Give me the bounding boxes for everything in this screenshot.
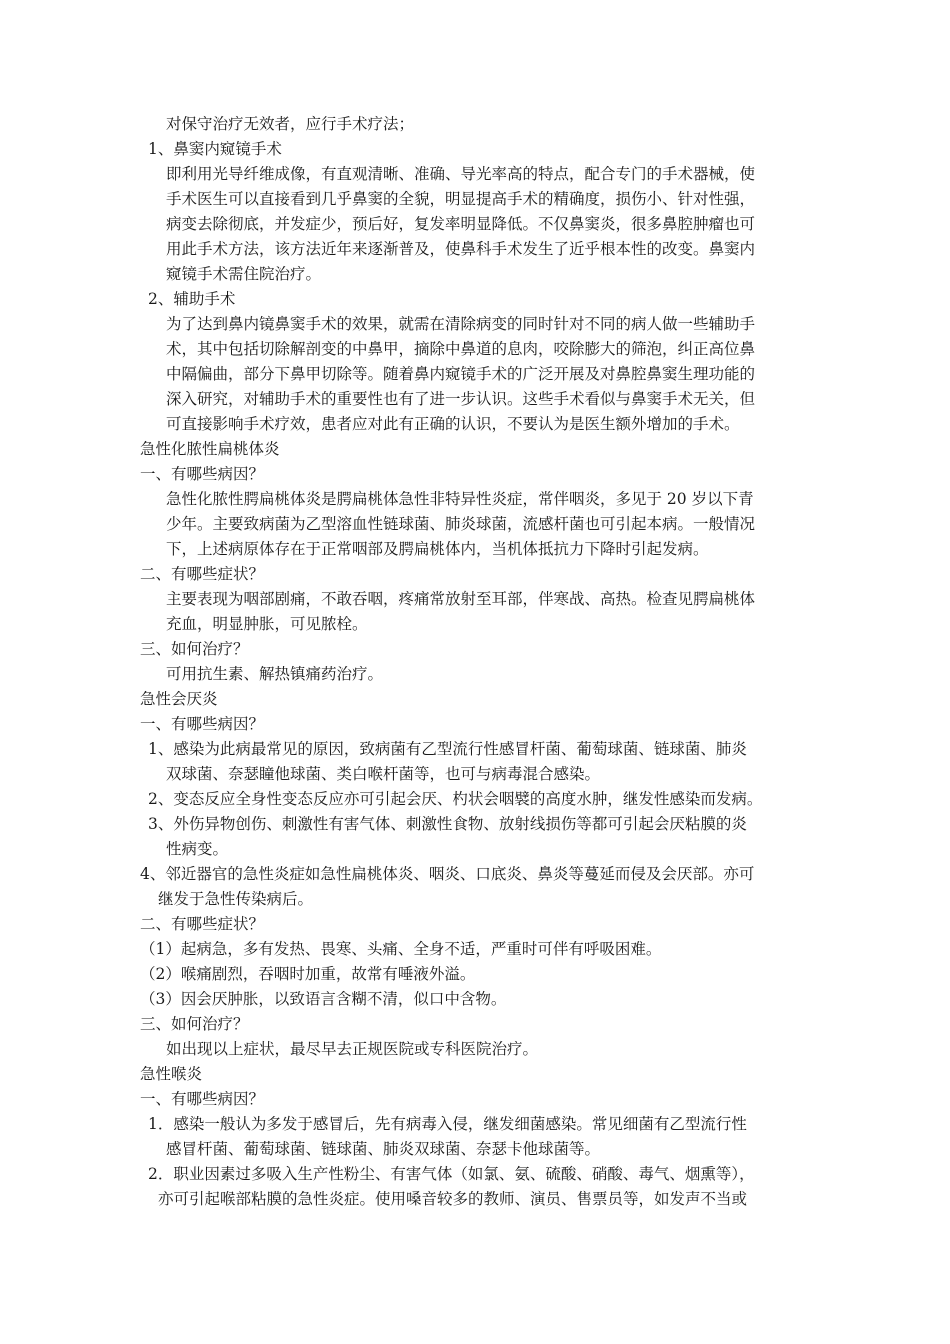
text-line: 2、变态反应全身性变态反应亦可引起会厌、杓状会咽襞的高度水肿，继发性感染而发病。 [148, 790, 763, 808]
text-line: 性病变。 [166, 840, 229, 858]
text-line: （3）因会厌肿胀，以致语言含糊不清，似口中含物。 [140, 990, 507, 1008]
text-line: 1、感染为此病最常见的原因，致病菌有乙型流行性感冒杆菌、葡萄球菌、链球菌、肺炎 [148, 740, 747, 758]
text-line: （1）起病急，多有发热、畏寒、头痛、全身不适，严重时可伴有呼吸困难。 [140, 940, 662, 958]
text-line: 窥镜手术需住院治疗。 [166, 265, 322, 283]
text-line: 亦可引起喉部粘膜的急性炎症。使用嗓音较多的教师、演员、售票员等，如发声不当或 [158, 1190, 748, 1208]
text-line: 主要表现为咽部剧痛，不敢吞咽，疼痛常放射至耳部，伴寒战、高热。检查见腭扁桃体 [166, 590, 756, 608]
text-line: 为了达到鼻内镜鼻窦手术的效果，就需在清除病变的同时针对不同的病人做一些辅助手 [166, 315, 756, 333]
text-line: 2．职业因素过多吸入生产性粉尘、有害气体（如氯、氨、硫酸、硝酸、毒气、烟熏等）， [148, 1165, 755, 1183]
text-line: 对保守治疗无效者，应行手术疗法； [166, 115, 415, 133]
text-line: 三、如何治疗？ [140, 640, 249, 658]
text-line: 少年。主要致病菌为乙型溶血性链球菌、肺炎球菌，流感杆菌也可引起本病。一般情况 [166, 515, 756, 533]
text-line: 如出现以上症状，最尽早去正规医院或专科医院治疗。 [166, 1040, 539, 1058]
text-line: 手术医生可以直接看到几乎鼻窦的全貌，明显提高手术的精确度，损伤小、针对性强， [166, 190, 756, 208]
text-line: 可用抗生素、解热镇痛药治疗。 [166, 665, 384, 683]
text-line: 1．感染一般认为多发于感冒后，先有病毒入侵，继发细菌感染。常见细菌有乙型流行性 [148, 1115, 747, 1133]
text-line: 感冒杆菌、葡萄球菌、链球菌、肺炎双球菌、奈瑟卡他球菌等。 [166, 1140, 601, 1158]
text-line: 急性化脓性扁桃体炎 [140, 440, 280, 458]
text-line: 中隔偏曲，部分下鼻甲切除等。随着鼻内窥镜手术的广泛开展及对鼻腔鼻窦生理功能的 [166, 365, 756, 383]
text-line: 二、有哪些症状？ [140, 565, 265, 583]
text-line: 4、邻近器官的急性炎症如急性扁桃体炎、咽炎、口底炎、鼻炎等蔓延而侵及会厌部。亦可 [140, 865, 755, 883]
text-line: 病变去除彻底，并发症少，预后好，复发率明显降低。不仅鼻窦炎，很多鼻腔肿瘤也可 [166, 215, 756, 233]
document-body [0, 112, 950, 1212]
text-line: 急性会厌炎 [140, 690, 218, 708]
text-line: 一、有哪些病因？ [140, 465, 265, 483]
text-line: 二、有哪些症状？ [140, 915, 265, 933]
text-line: 深入研究，对辅助手术的重要性也有了进一步认识。这些手术看似与鼻窦手术无关，但 [166, 390, 756, 408]
text-line: 用此手术方法，该方法近年来逐渐普及，使鼻科手术发生了近乎根本性的改变。鼻窦内 [166, 240, 756, 258]
text-line: 继发于急性传染病后。 [158, 890, 314, 908]
text-line: 一、有哪些病因？ [140, 1090, 265, 1108]
text-line: 3、外伤异物创伤、刺激性有害气体、刺激性食物、放射线损伤等都可引起会厌粘膜的炎 [148, 815, 747, 833]
text-line: 三、如何治疗？ [140, 1015, 249, 1033]
text-line: 充血，明显肿胀，可见脓栓。 [166, 615, 368, 633]
text-line: 急性化脓性腭扁桃体炎是腭扁桃体急性非特异性炎症，常伴咽炎，多见于 20 岁以下青 [166, 490, 754, 508]
text-line: 急性喉炎 [140, 1065, 203, 1083]
text-line: （2）喉痛剧烈，吞咽时加重，故常有唾液外溢。 [140, 965, 476, 983]
text-line: 双球菌、奈瑟瞳他球菌、类白喉杆菌等，也可与病毒混合感染。 [166, 765, 601, 783]
text-line: 即利用光导纤维成像，有直观清晰、准确、导光率高的特点，配合专门的手术器械，使 [166, 165, 756, 183]
text-line: 1、鼻窦内窥镜手术 [148, 140, 282, 158]
text-line: 下，上述病原体存在于正常咽部及腭扁桃体内，当机体抵抗力下降时引起发病。 [166, 540, 709, 558]
text-line: 一、有哪些病因？ [140, 715, 265, 733]
text-line: 术，其中包括切除解剖变的中鼻甲，摘除中鼻道的息肉，咬除膨大的筛泡，纠正高位鼻 [166, 340, 756, 358]
text-line: 2、辅助手术 [148, 290, 236, 308]
text-line: 可直接影响手术疗效，患者应对此有正确的认识，不要认为是医生额外增加的手术。 [166, 415, 740, 433]
